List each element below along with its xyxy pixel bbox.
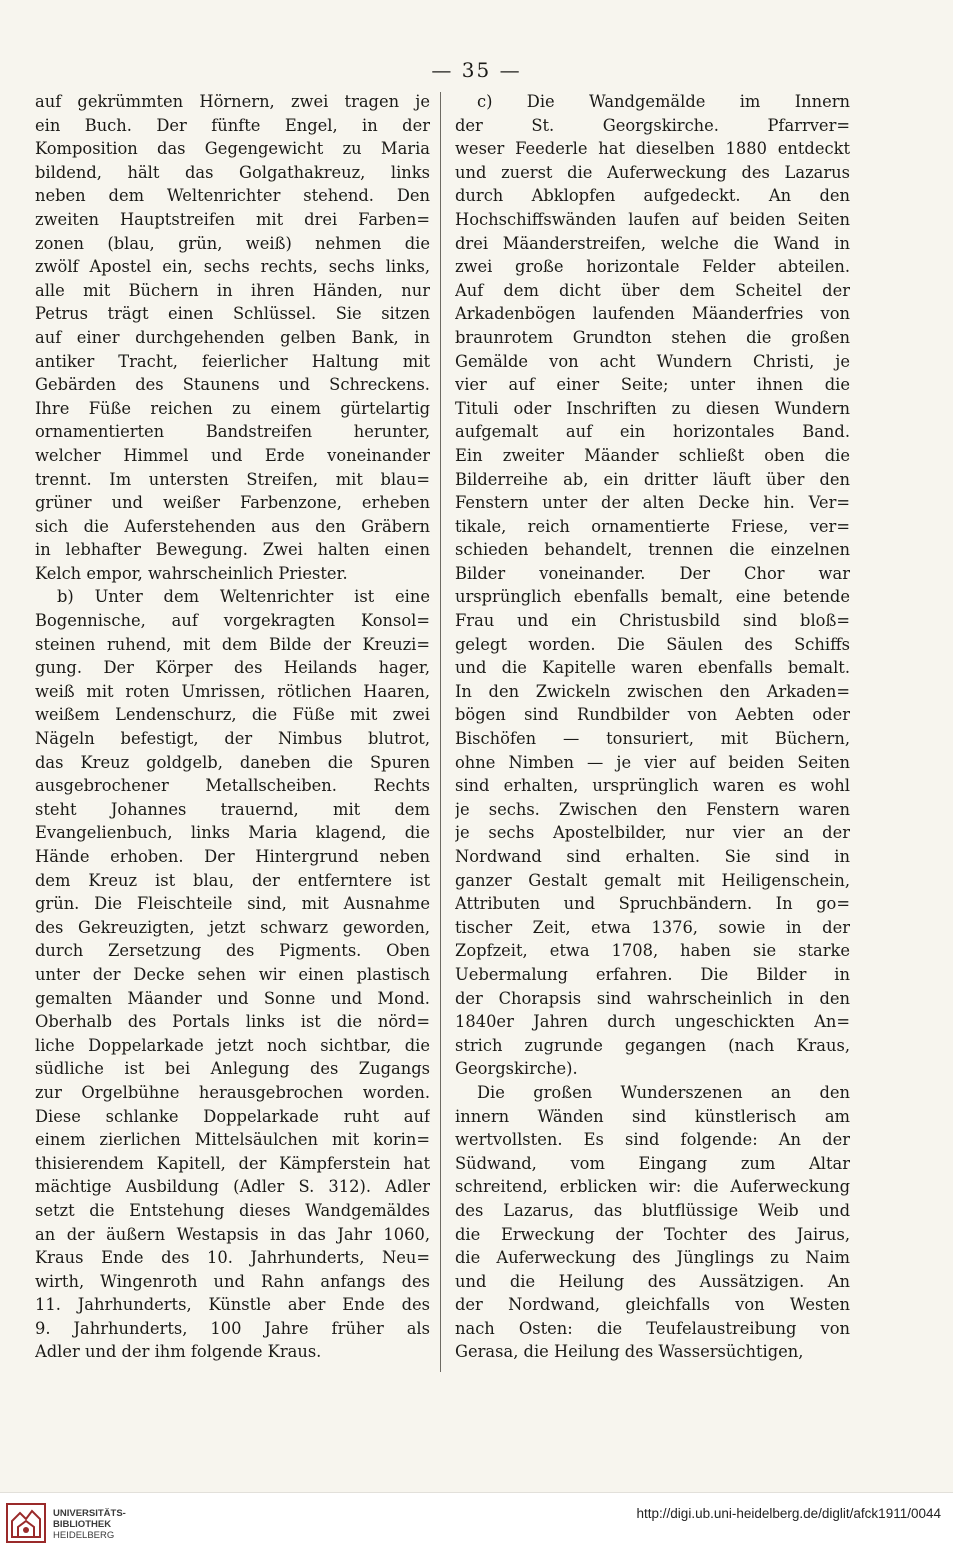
left-column-line: Petrus trägt einen Schlüssel. Sie sitzen [35, 304, 430, 324]
left-column-line: weißem Lendenschurz, die Füße mit zwei [35, 705, 430, 725]
right-column-line: des Lazarus, das blutflüssige Weib und [455, 1200, 850, 1220]
right-column-line: vier auf einer Seite; unter ihnen die [455, 375, 850, 395]
right-column-line: gelegt worden. Die Säulen des Schiffs [455, 634, 850, 654]
left-column-line: sich die Auferstehenden aus den Gräbern [35, 516, 430, 536]
left-column-line: bildend, hält das Golgathakreuz, links [35, 162, 430, 182]
left-column-line: zur Orgelbühne herausgebrochen worden. [35, 1082, 430, 1102]
left-column-line: grün. Die Fleischteile sind, mit Ausnahme [35, 894, 430, 914]
left-column-line: ausgebrochener Metallscheiben. Rechts [35, 776, 430, 796]
right-column-line: Zopfzeit, etwa 1708, haben sie starke [455, 941, 850, 961]
right-column-line: und die Heilung des Aussätzigen. An [455, 1271, 850, 1291]
right-column-line: ganzer Gestalt gemalt mit Heiligenschein, [455, 870, 850, 890]
left-column-line: Oberhalb des Portals links ist die nörd= [35, 1012, 430, 1032]
institution-name [53, 1508, 126, 1541]
left-column-line: unter der Decke sehen wir einen plastisch [35, 964, 430, 984]
right-column-line: die Erweckung der Tochter des Jairus, [455, 1224, 850, 1244]
right-column-line: die Auferweckung des Jünglings zu Naim [455, 1248, 850, 1268]
left-column-line: Kraus Ende des 10. Jahrhunderts, Neu= [35, 1248, 430, 1268]
right-column-line: Südwand, vom Eingang zum Altar [455, 1153, 850, 1173]
right-column-line: und die Kapitelle waren ebenfalls bemalt. [455, 658, 850, 678]
left-column-line: steinen ruhend, mit dem Bilde der Kreuzi= [35, 634, 430, 654]
left-column-line: steht Johannes trauernd, mit dem [35, 799, 430, 819]
right-column-line: Bischöfen — tonsuriert, mit Büchern, [455, 729, 850, 749]
left-column-line: wirth, Wingenroth und Rahn anfangs des [35, 1271, 430, 1291]
left-column-line: 11. Jahrhunderts, Künstle aber Ende des [35, 1295, 430, 1315]
right-column-line: der St. Georgskirche. Pfarrver= [455, 115, 850, 135]
left-column-line: alle mit Büchern in ihren Händen, nur [35, 280, 430, 300]
right-column-line: Die großen Wunderszenen an den [477, 1082, 850, 1102]
left-column-line: dem Kreuz ist blau, der entferntere ist [35, 870, 430, 890]
right-column-line: durch Abklopfen aufgedeckt. An den [455, 186, 850, 206]
left-column-line: des Gekreuzigten, jetzt schwarz geworden, [35, 917, 430, 937]
page-number: — 35 — [431, 58, 522, 82]
right-column-line: Gerasa, die Heilung des Wassersüchtigen, [455, 1342, 804, 1362]
left-column-line: b) Unter dem Weltenrichter ist eine [57, 587, 430, 607]
right-column-line: nach Osten: die Teufelaustreibung von [455, 1318, 850, 1338]
right-column-line: aufgemalt auf ein horizontales Band. [455, 422, 850, 442]
right-column-line: Arkadenbögen laufenden Mäanderfries von [455, 304, 850, 324]
left-column-line: Nägeln befestigt, der Nimbus blutrot, [35, 729, 430, 749]
left-column-line: weiß mit roten Umrissen, rötlichen Haaren, [35, 681, 430, 701]
right-column-line: innern Wänden sind künstlerisch am [455, 1106, 850, 1126]
right-column-line: sind erhalten, ursprünglich waren es wohl [455, 776, 850, 796]
right-column-line: Fenstern unter der alten Decke hin. Ver= [455, 493, 850, 513]
university-library-logo-icon [6, 1503, 46, 1543]
left-column-line: Evangelienbuch, links Maria klagend, die [35, 823, 430, 843]
right-column-line: tischer Zeit, etwa 1376, sowie in der [455, 917, 850, 937]
footer-bar [0, 1492, 953, 1565]
right-column-line: je sechs Apostelbilder, nur vier an der [455, 823, 850, 843]
left-column-line: Ihre Füße reichen zu einem gürtelartig [35, 398, 430, 418]
institution-line-3: HEIDELBERG [53, 1530, 115, 1541]
left-column-line: ein Buch. Der fünfte Engel, in der [35, 115, 430, 135]
right-column-line: Frau und ein Christusbild sind bloß= [455, 611, 850, 631]
left-column-line: auf einer durchgehenden gelben Bank, in [35, 327, 430, 347]
left-column-line: Hände erhoben. Der Hintergrund neben [35, 847, 430, 866]
right-column-line: Hochschiffswänden laufen auf beiden Seiten [455, 209, 850, 229]
right-column-line: Attributen und Spruchbändern. In go= [455, 894, 850, 914]
source-url-link[interactable]: http://digi.ub.uni-heidelberg.de/diglit/afck1911/0044 [636, 1506, 941, 1521]
right-column-line: 1840er Jahren durch ungeschickten An= [455, 1012, 850, 1032]
left-column-line: zwölf Apostel ein, sechs rechts, sechs links, [35, 257, 430, 277]
right-column-line: Gemälde von acht Wundern Christi, je [455, 351, 850, 371]
right-column-line: Uebermalung erfahren. Die Bilder in [455, 964, 850, 984]
left-text-column [35, 90, 430, 1364]
institution-line-2: BIBLIOTHEK [53, 1519, 112, 1530]
right-column-line: c) Die Wandgemälde im Innern [477, 92, 850, 111]
right-column-line: der Chorapsis sind wahrscheinlich in den [455, 988, 850, 1008]
right-column-line: Tituli oder Inschriften zu diesen Wundern [455, 398, 850, 418]
left-column-line: das Kreuz goldgelb, daneben die Spuren [35, 752, 430, 772]
left-column-line: gemalten Mäander und Sonne und Mond. [35, 988, 430, 1008]
left-column-line: trennt. Im untersten Streifen, mit blau= [35, 469, 430, 489]
right-column-line: schreitend, erblicken wir: die Auferweckung [455, 1177, 850, 1197]
left-column-line: welcher Himmel und Erde voneinander [35, 445, 430, 465]
right-column-line: Georgskirche). [455, 1059, 578, 1079]
right-column-line: strich zugrunde gegangen (nach Kraus, [455, 1035, 850, 1055]
right-column-line: bögen sind Rundbilder von Aebten oder [455, 705, 850, 725]
left-column-line: setzt die Entstehung dieses Wandgemäldes [35, 1200, 430, 1220]
right-column-line: ursprünglich ebenfalls bemalt, eine betende [455, 587, 850, 607]
left-column-line: Adler und der ihm folgende Kraus. [35, 1342, 322, 1362]
left-column-line: ornamentierten Bandstreifen herunter, [35, 422, 430, 442]
right-column-line: braunrotem Grundton stehen die großen [455, 327, 850, 347]
left-column-line: grüner und weißer Farbenzone, erheben [35, 493, 430, 513]
left-column-line: Diese schlanke Doppelarkade ruht auf [35, 1106, 430, 1126]
left-column-line: neben dem Weltenrichter stehend. Den [35, 186, 430, 206]
left-column-line: zonen (blau, grün, weiß) nehmen die [35, 233, 430, 253]
right-column-line: und zuerst die Auferweckung des Lazarus [455, 162, 850, 182]
right-column-line: tikale, reich ornamentierte Friese, ver= [455, 516, 850, 536]
right-column-line: Nordwand sind erhalten. Sie sind in [455, 847, 850, 866]
left-column-line: antiker Tracht, feierlicher Haltung mit [35, 351, 430, 371]
right-column-line: weser Feederle hat dieselben 1880 entdeckt [455, 139, 850, 159]
left-column-line: thisierendem Kapitell, der Kämpferstein hat [35, 1153, 430, 1173]
right-column-line: zwei große horizontale Felder abteilen. [455, 257, 850, 277]
right-column-line: Ein zweiter Mäander schließt oben die [455, 445, 850, 465]
right-column-line: Bilder voneinander. Der Chor war [455, 563, 850, 583]
left-column-line: Gebärden des Staunens und Schreckens. [35, 375, 430, 395]
left-column-line: 9. Jahrhunderts, 100 Jahre früher als [35, 1318, 430, 1338]
right-column-line: ohne Nimben — je vier auf beiden Seiten [455, 752, 850, 772]
right-column-line: je sechs. Zwischen den Fenstern waren [455, 799, 850, 819]
right-column-line: drei Mäanderstreifen, welche die Wand in [455, 233, 850, 253]
left-column-line: Bogennische, auf vorgekragten Konsol= [35, 611, 430, 631]
left-column-line: Kelch empor, wahrscheinlich Priester. [35, 563, 348, 583]
right-column-line: Auf dem dicht über dem Scheitel der [455, 280, 850, 300]
left-column-line: in lebhafter Bewegung. Zwei halten einen [35, 540, 430, 560]
left-column-line: zweiten Hauptstreifen mit drei Farben= [35, 209, 430, 229]
right-column-line: schieden behandelt, trennen die einzelnen [455, 540, 850, 560]
column-divider [440, 92, 441, 1372]
right-column-line: In den Zwickeln zwischen den Arkaden= [455, 681, 850, 701]
right-column-line: der Nordwand, gleichfalls von Westen [455, 1295, 850, 1315]
right-text-column [455, 90, 850, 1364]
left-column-line: mächtige Ausbildung (Adler S. 312). Adler [35, 1177, 430, 1197]
institution-line-1: UNIVERSITÄTS- [53, 1508, 126, 1519]
right-column-line: wertvollsten. Es sind folgende: An der [455, 1130, 850, 1150]
left-column-line: an der äußern Westapsis in das Jahr 1060, [35, 1224, 430, 1244]
left-column-line: durch Zersetzung des Pigments. Oben [35, 941, 430, 961]
left-column-line: einem zierlichen Mittelsäulchen mit korin= [35, 1130, 430, 1150]
right-column-line: Bilderreihe ab, ein dritter läuft über den [455, 469, 850, 489]
left-column-line: auf gekrümmten Hörnern, zwei tragen je [35, 92, 430, 111]
left-column-line: Komposition das Gegengewicht zu Maria [35, 139, 430, 159]
left-column-line: südliche ist bei Anlegung des Zugangs [35, 1059, 430, 1079]
left-column-line: gung. Der Körper des Heilands hager, [35, 658, 430, 678]
left-column-line: liche Doppelarkade jetzt noch sichtbar, die [35, 1035, 430, 1055]
